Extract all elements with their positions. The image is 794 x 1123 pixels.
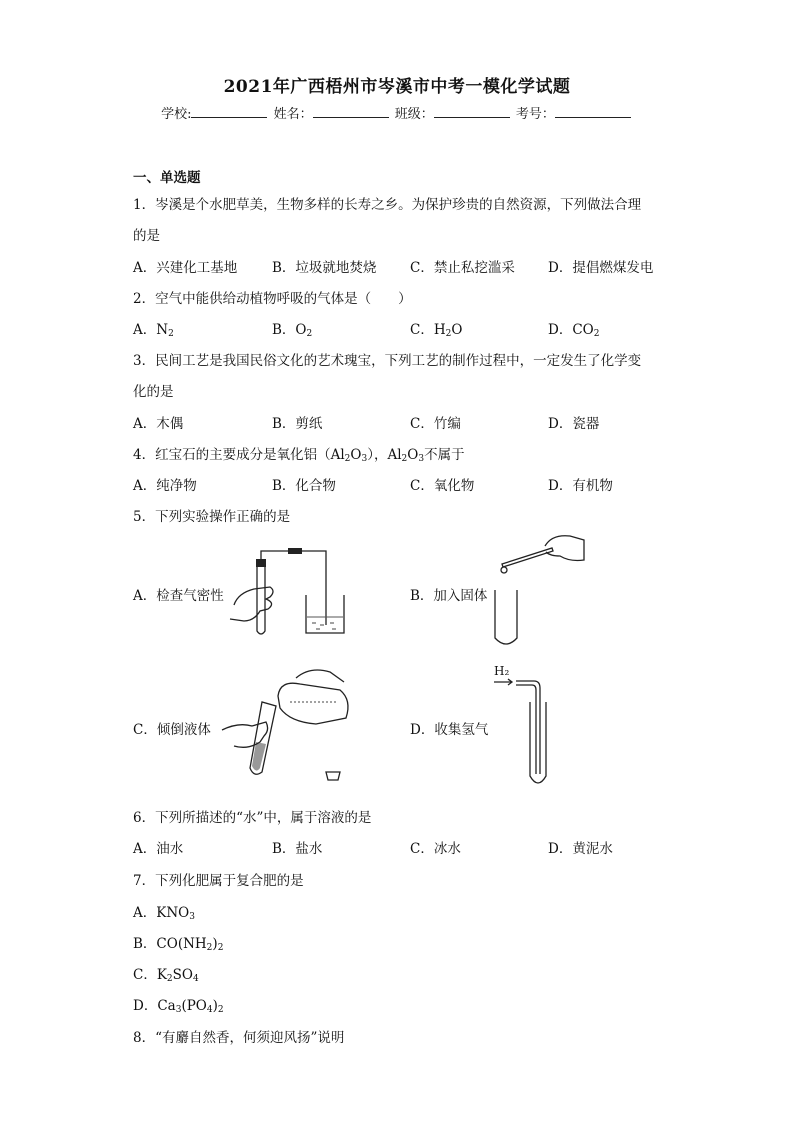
q8-stem: 8．“有麝自然香，何须迎风扬”说明 [133, 1030, 345, 1046]
q3-option-d: D．瓷器 [548, 416, 600, 432]
q2-option-b: B．$O_2$ [272, 322, 313, 339]
q2-option-d: D．$CO_2$ [548, 322, 600, 339]
q4-option-a: A．纯净物 [133, 478, 197, 494]
bottle-stopper [326, 772, 340, 780]
q4-option-d: D．有机物 [548, 478, 613, 494]
q3-option-a: A．木偶 [133, 416, 184, 432]
q6-option-a: A．油水 [133, 841, 184, 857]
tweezers [502, 548, 553, 567]
class-blank[interactable] [434, 106, 510, 118]
q3-option-b: B．剪纸 [272, 416, 323, 432]
class-label: 班级： [394, 107, 434, 122]
exam-number-label: 考号： [515, 107, 555, 122]
q7-option-c: C．$K_2SO_4$ [133, 967, 199, 984]
hand-icon [296, 670, 344, 682]
page-title: 2021年广西梧州市岑溪市中考一模化学试题 [223, 77, 571, 97]
arrow-icon [494, 679, 512, 685]
test-tube [530, 702, 546, 783]
q1-option-a: A．兴建化工基地 [133, 260, 238, 276]
q2-option-c: C．$H_2O$ [410, 322, 463, 339]
q2-option-a: A．$N_2$ [133, 322, 174, 339]
name-blank[interactable] [313, 106, 389, 118]
q1-stem-line2: 的是 [133, 228, 160, 244]
school-label: 学校: [161, 107, 192, 122]
h2-label: H₂ [494, 664, 510, 678]
tube-connector [288, 548, 302, 554]
hand-icon [230, 587, 273, 621]
exam-number-blank[interactable] [555, 106, 631, 118]
test-tube [257, 567, 265, 634]
q5-option-c: C．倾倒液体 [133, 722, 211, 738]
pouring-liquid-figure [220, 660, 360, 785]
q1-stem-line1: 1．岑溪是个水肥草美，生物多样的长寿之乡。为保护珍贵的自然资源，下列做法合理 [133, 197, 642, 213]
q6-option-d: D．黄泥水 [548, 841, 613, 857]
q1-option-b: B．垃圾就地焚烧 [272, 260, 377, 276]
q3-stem-line2: 化的是 [133, 384, 174, 400]
q1-option-c: C．禁止私挖滥采 [410, 260, 515, 276]
q5-option-a: A．检查气密性 [133, 588, 224, 604]
test-tube [495, 590, 517, 644]
q4-option-b: B．化合物 [272, 478, 336, 494]
solid-granule [501, 567, 507, 573]
q3-stem-line1: 3．民间工艺是我国民俗文化的艺术瑰宝，下列工艺的制作过程中，一定发生了化学变 [133, 353, 642, 369]
q7-option-a: A．$KNO_3$ [133, 905, 195, 922]
q5-stem: 5．下列实验操作正确的是 [133, 509, 291, 525]
q3-option-c: C．竹编 [410, 416, 461, 432]
q7-stem: 7．下列化肥属于复合肥的是 [133, 873, 304, 889]
adding-solid-figure [490, 530, 585, 645]
name-label: 姓名： [273, 107, 313, 122]
airtightness-check-figure [226, 545, 356, 640]
q6-option-c: C．冰水 [410, 841, 461, 857]
q2-stem: 2．空气中能供给动植物呼吸的气体是（ ） [133, 291, 412, 307]
q1-option-d: D．提倡燃煤发电 [548, 260, 654, 276]
beaker [306, 595, 344, 633]
q6-option-b: B．盐水 [272, 841, 323, 857]
reagent-bottle [278, 683, 348, 724]
q7-option-b: B．$CO(NH_2)_2$ [133, 936, 224, 953]
section-heading: 一、单选题 [133, 170, 201, 186]
school-blank[interactable] [191, 106, 267, 118]
q5-option-d: D．收集氢气 [410, 722, 489, 738]
rubber-stopper [256, 559, 266, 567]
q4-option-c: C．氧化物 [410, 478, 475, 494]
q7-option-d: D．$Ca_3(PO_4)_2$ [133, 998, 224, 1015]
student-info-line [0, 103, 794, 122]
hydrogen-collection-figure [494, 676, 564, 788]
q5-option-b: B．加入固体 [410, 588, 488, 604]
q4-stem: 4．红宝石的主要成分是氧化铝$(Al_2O_3)$，$Al_2O_3$不属于 [133, 447, 465, 464]
q6-stem: 6．下列所描述的“水”中，属于溶液的是 [133, 810, 372, 826]
